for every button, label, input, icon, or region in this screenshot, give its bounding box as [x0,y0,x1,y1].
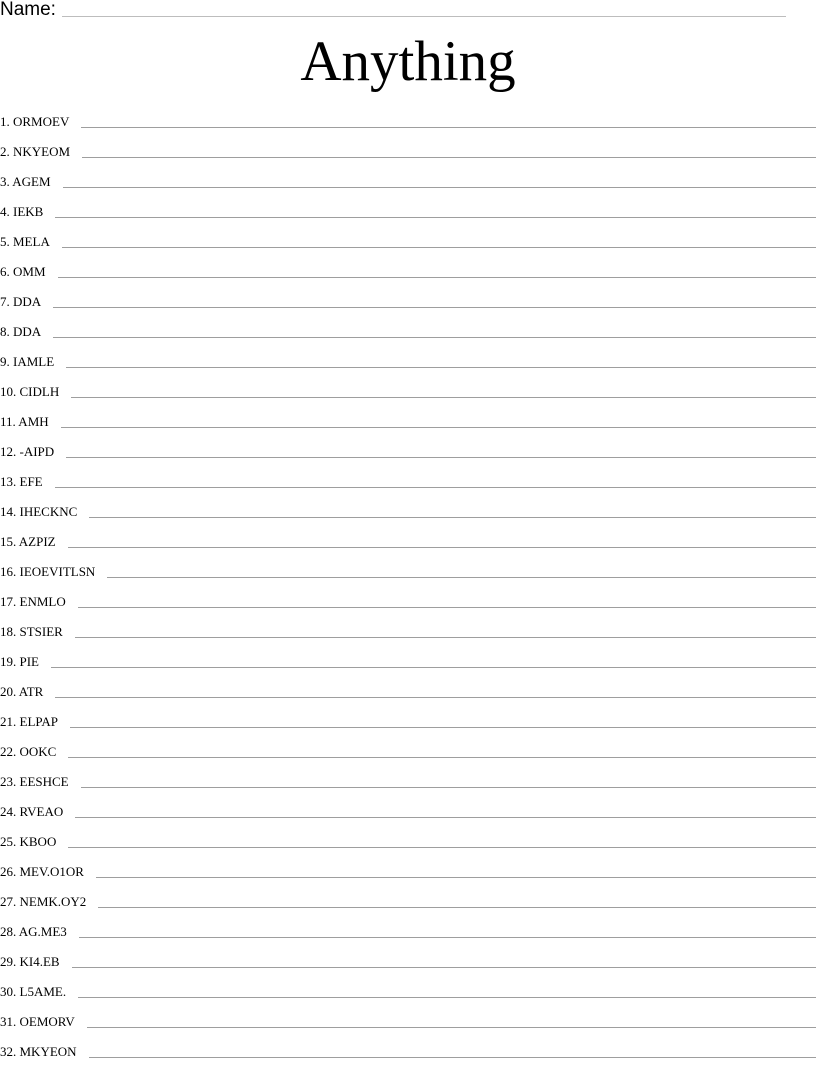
list-item [0,201,816,231]
list-item [0,111,816,141]
answer-line[interactable] [89,1057,816,1058]
scrambled-word-label: 32. MKYEON [0,1044,77,1059]
scrambled-word-label: 11. AMH [0,414,49,429]
list-item [0,441,816,471]
scrambled-word-label: 16. IEOEVITLSN [0,564,96,579]
list-item [0,741,816,771]
scrambled-word-label: 14. IHECKNC [0,504,78,519]
scrambled-word-label: 1. ORMOEV [0,114,70,129]
list-item [0,771,816,801]
answer-line[interactable] [70,727,816,728]
scrambled-word-label: 19. PIE [0,654,39,669]
list-item [0,651,816,681]
scrambled-word-label: 5. MELA [0,234,50,249]
answer-line[interactable] [75,817,816,818]
answer-line[interactable] [78,607,816,608]
list-item [0,801,816,831]
answer-line[interactable] [66,457,816,458]
scrambled-word-label: 28. AG.ME3 [0,924,67,939]
list-item [0,321,816,351]
scrambled-word-label: 25. KBOO [0,834,57,849]
scrambled-word-label: 8. DDA [0,324,42,339]
answer-line[interactable] [107,577,816,578]
list-item [0,861,816,891]
scrambled-word-label: 27. NEMK.OY2 [0,894,87,909]
answer-line[interactable] [81,787,816,788]
scramble-list [0,111,816,1071]
answer-line[interactable] [72,967,816,968]
scrambled-word-label: 17. ENMLO [0,594,66,609]
answer-line[interactable] [82,157,816,158]
list-item [0,981,816,1011]
answer-line[interactable] [66,367,816,368]
scrambled-word-label: 18. STSIER [0,624,63,639]
list-item [0,171,816,201]
scrambled-word-label: 29. KI4.EB [0,954,60,969]
answer-line[interactable] [55,697,816,698]
answer-line[interactable] [87,1027,816,1028]
answer-line[interactable] [71,397,816,398]
answer-line[interactable] [79,937,816,938]
answer-line[interactable] [68,757,816,758]
answer-line[interactable] [89,517,816,518]
list-item [0,411,816,441]
scrambled-word-label: 7. DDA [0,294,42,309]
list-item [0,231,816,261]
answer-line[interactable] [55,217,816,218]
scrambled-word-label: 15. AZPIZ [0,534,56,549]
answer-line[interactable] [55,487,816,488]
list-item [0,471,816,501]
scrambled-word-label: 10. CIDLH [0,384,60,399]
answer-line[interactable] [53,307,816,308]
scrambled-word-label: 4. IEKB [0,204,44,219]
scrambled-word-label: 23. EESHCE [0,774,69,789]
list-item [0,591,816,621]
list-item [0,621,816,651]
answer-line[interactable] [68,847,816,848]
scrambled-word-label: 30. L5AME. [0,984,67,999]
list-item [0,831,816,861]
scrambled-word-label: 12. -AIPD [0,444,55,459]
name-field [0,0,56,20]
list-item [0,921,816,951]
answer-line[interactable] [81,127,816,128]
list-item [0,951,816,981]
list-item [0,291,816,321]
worksheet-title: Anything [300,30,516,93]
answer-line[interactable] [68,547,816,548]
answer-line[interactable] [96,877,816,878]
answer-line[interactable] [75,637,816,638]
scrambled-word-label: 13. EFE [0,474,43,489]
answer-line[interactable] [78,997,816,998]
list-item [0,681,816,711]
answer-line[interactable] [53,337,816,338]
list-item [0,531,816,561]
name-label: Name: [0,0,56,20]
list-item [0,1011,816,1041]
list-item [0,141,816,171]
list-item [0,561,816,591]
answer-line[interactable] [58,277,816,278]
list-item [0,351,816,381]
scrambled-word-label: 3. AGEM [0,174,51,189]
scrambled-word-label: 26. MEV.O1OR [0,864,84,879]
answer-line[interactable] [51,667,816,668]
list-item [0,1041,816,1071]
scrambled-word-label: 20. ATR [0,684,44,699]
list-item [0,891,816,921]
answer-line[interactable] [98,907,816,908]
scrambled-word-label: 22. OOKC [0,744,57,759]
list-item [0,501,816,531]
scrambled-word-label: 2. NKYEOM [0,144,71,159]
name-answer-line[interactable] [62,16,786,17]
answer-line[interactable] [63,187,816,188]
scrambled-word-label: 24. RVEAO [0,804,64,819]
scrambled-word-label: 6. OMM [0,264,46,279]
answer-line[interactable] [62,247,816,248]
list-item [0,261,816,291]
scrambled-word-label: 31. OEMORV [0,1014,75,1029]
list-item [0,381,816,411]
answer-line[interactable] [61,427,816,428]
scrambled-word-label: 21. ELPAP [0,714,59,729]
list-item [0,711,816,741]
scrambled-word-label: 9. IAMLE [0,354,55,369]
